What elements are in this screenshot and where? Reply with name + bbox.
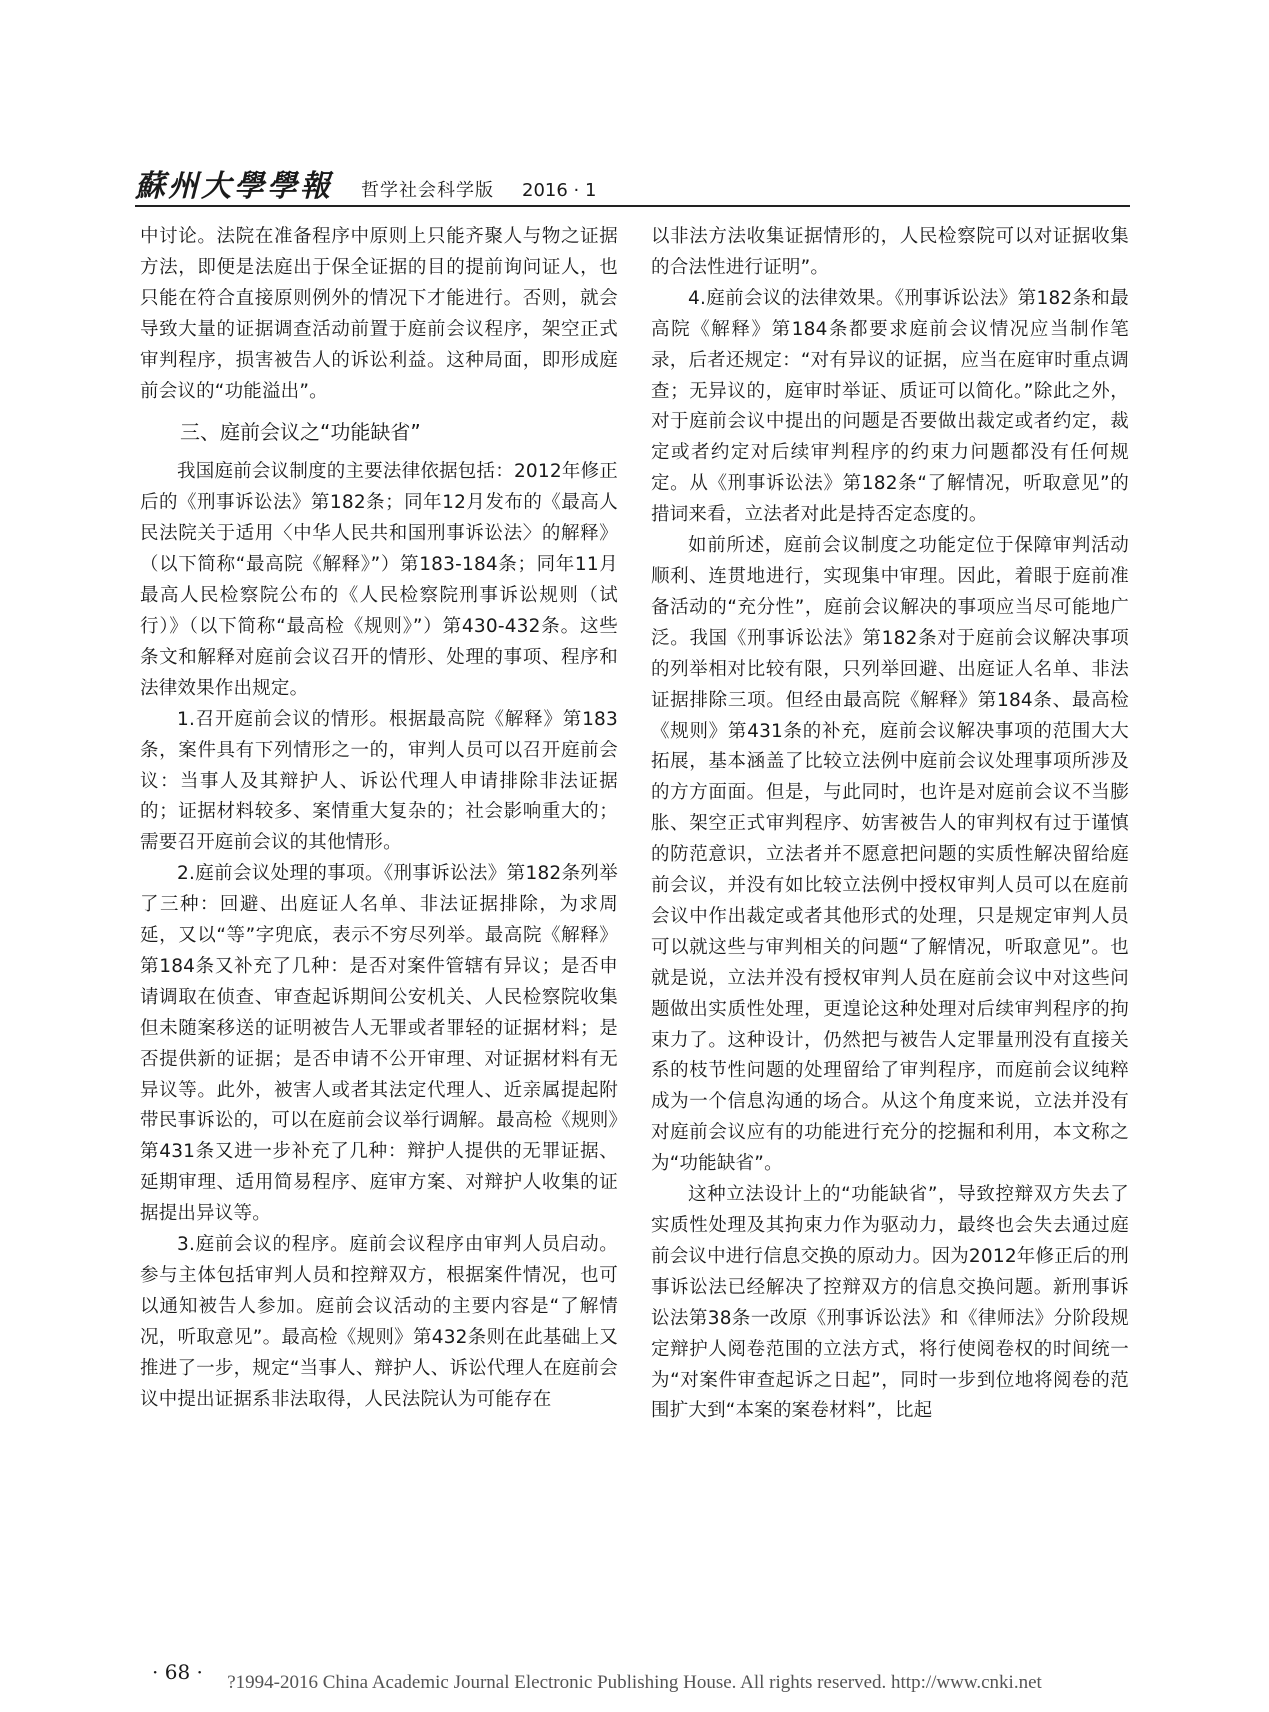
page-number: · 68 · [152,1660,203,1684]
journal-name: 蘇州大學學報 [135,169,333,204]
paragraph: 这种立法设计上的“功能缺省”，导致控辩双方失去了实质性处理及其拘束力作为驱动力，最终也会失去通过庭前会议中进行信息交换的原动力。因为2012年修正后的刑事诉讼法已经解决了控辩双方的信息交换问题。新刑事诉讼法第38条一改原《刑事诉讼法》和《律师法》分阶段规定辩护人阅卷范围的立法方式，将行使阅卷权的时间统一为“对案件审查起诉之日起”，同时一步到位地将阅卷的范围扩大到“本案的案卷材料”，比起 [651,1184,1129,1422]
left-column [140,222,618,1630]
paragraph: 中讨论。法院在准备程序中原则上只能齐聚人与物之证据方法，即便是法庭出于保全证据的目的提前询问证人，也只能在符合直接原则例外的情况下才能进行。否则，就会导致大量的证据调查活动前置于庭前会议程序，架空正式审判程序，损害被告人的诉讼利益。这种局面，即形成庭前会议的“功能溢出”。 [140,226,618,402]
running-header [135,168,1130,204]
paragraph: 4.庭前会议的法律效果。《刑事诉讼法》第182条和最高院《解释》第184条都要求庭前会议情况应当制作笔录，后者还规定：“对有异议的证据，应当在庭审时重点调查；无异议的，庭审时举证、质证可以简化。”除此之外，对于庭前会议中提出的问题是否要做出裁定或者约定，裁定或者约定对后续审判程序的约束力问题都没有任何规定。从《刑事诉讼法》第182条“了解情况，听取意见”的措词来看，立法者对此是持否定态度的。 [651,287,1129,526]
section-heading: 三、庭前会议之“功能缺省” [180,420,421,445]
paragraph: 3.庭前会议的程序。庭前会议程序由审判人员启动。参与主体包括审判人员和控辩双方，根据案件情况，也可以通知被告人参加。庭前会议活动的主要内容是“了解情况，听取意见”。最高检《规则》第432条则在此基础上又推进了一步，规定“当事人、辩护人、诉讼代理人在庭前会议中提出证据系非法取得，人民法院认为可能存在 [140,1234,618,1410]
issue-number: 2016 · 1 [522,180,597,201]
header-rule [135,205,1130,207]
right-column [651,222,1129,1630]
paragraph: 2.庭前会议处理的事项。《刑事诉讼法》第182条列举了三种：回避、出庭证人名单、非法证据排除，为求周延，又以“等”字兜底，表示不穷尽列举。最高院《解释》第184条又补充了几种：是否对案件管辖有异议；是否申请调取在侦查、审查起诉期间公安机关、人民检察院收集但未随案移送的证明被告人无罪或者罪轻的证据材料；是否提供新的证据；是否申请不公开审理、对证据材料有无异议等。此外，被害人或者其法定代理人、近亲属提起附带民事诉讼的，可以在庭前会议举行调解。最高检《规则》第431条又进一步补充了几种：辩护人提供的无罪证据、延期审理、适用简易程序、庭审方案、对辩护人收集的证据提出异议等。 [140,863,618,1225]
paragraph: 如前所述，庭前会议制度之功能定位于保障审判活动顺利、连贯地进行，实现集中审理。因此，着眼于庭前准备活动的“充分性”，庭前会议解决的事项应当尽可能地广泛。我国《刑事诉讼法》第182条对于庭前会议解决事项的列举相对比较有限，只列举回避、出庭证人名单、非法证据排除三项。但经由最高院《解释》第184条、最高检《规则》第431条的补充，庭前会议解决事项的范围大大拓展，基本涵盖了比较立法例中庭前会议处理事项所涉及的方方面面。但是，与此同时，也许是对庭前会议不当膨胀、架空正式审判程序、妨害被告人的审判权有过于谨慎的防范意识，立法者并不愿意把问题的实质性解决留给庭前会议，并没有如比较立法例中授权审判人员可以在庭前会议中作出裁定或者其他形式的处理，只是规定审判人员可以就这些与审判相关的问题“了解情况，听取意见”。也就是说，立法并没有授权审判人员在庭前会议中对这些问题做出实质性处理，更遑论这种处理对后续审判程序的拘束力了。这种设计，仍然把与被告人定罪量刑没有直接关系的枝节性问题的处理留给了审判程序，而庭前会议纯粹成为一个信息沟通的场合。从这个角度来说，立法并没有对庭前会议应有的功能进行充分的挖掘和利用，本文称之为“功能缺省”。 [651,535,1129,1175]
copyright-footer: ?1994-2016 China Academic Journal Electronic Publishing House. All rights reserved. http://www.cnki.net [227,1672,1042,1693]
journal-section: 哲学社会科学版 [361,180,494,201]
paragraph: 以非法方法收集证据情形的，人民检察院可以对证据收集的合法性进行证明”。 [651,226,1129,278]
paragraph: 我国庭前会议制度的主要法律依据包括：2012年修正后的《刑事诉讼法》第182条；同年12月发布的《最高人民法院关于适用〈中华人民共和国刑事诉讼法〉的解释》（以下简称“最高院《解释》”）第183-184条；同年11月最高人民检察院公布的《人民检察院刑事诉讼规则（试行）》（以下简称“最高检《规则》”）第430-432条。这些条文和解释对庭前会议召开的情形、处理的事项、程序和法律效果作出规定。 [140,461,618,699]
paragraph: 1.召开庭前会议的情形。根据最高院《解释》第183条，案件具有下列情形之一的，审判人员可以召开庭前会议：当事人及其辩护人、诉讼代理人申请排除非法证据的；证据材料较多、案情重大复杂的；社会影响重大的；需要召开庭前会议的其他情形。 [140,708,618,854]
